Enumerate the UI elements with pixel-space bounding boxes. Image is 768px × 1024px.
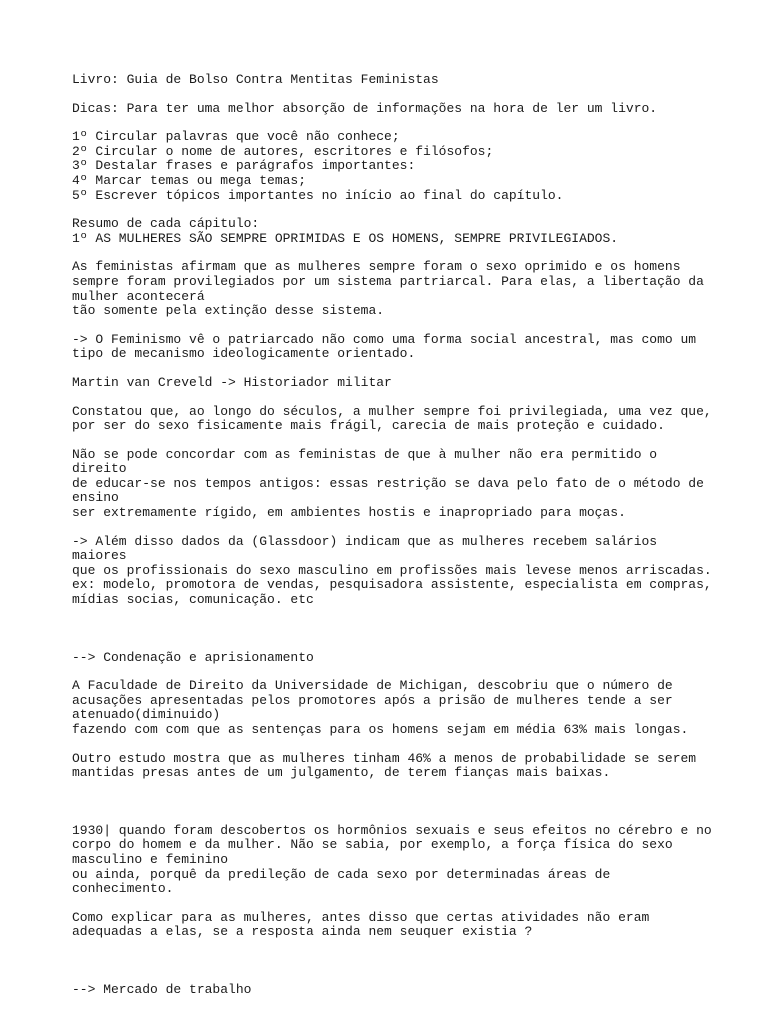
paragraph: Outro estudo mostra que as mulheres tinham 46% a menos de probabilidade se serem mantidas presas antes de um julgamento, de terem fianças mais baixas. — [72, 750, 697, 781]
chapter-title: 1º AS MULHERES SÃO SEMPRE OPRIMIDAS E OS HOMENS, SEMPRE PRIVILEGIADOS. — [72, 230, 619, 246]
tip-item: 2º Circular o nome de autores, escritores e filósofos; — [72, 143, 494, 159]
tip-item: 5º Escrever tópicos importantes no início ao final do capítulo. — [72, 187, 564, 203]
paragraph: Não se pode concordar com as feministas de que à mulher não era permitido o direito de educar-se nos tempos antigos: essas restrição se dava pelo fato de o método de ensino ser extremamente rígido, em ambientes hostis e inapropriado para moças. — [72, 446, 704, 521]
paragraph: 1930| quando foram descobertos os hormônios sexuais e seus efeitos no cérebro e no corpo do homem e da mulher. Não se sabia, por exemplo, a força física do sexo masculino e feminino ou ainda, porquê da predileção de cada sexo por determinadas áreas de conhecimento. — [72, 822, 712, 897]
paragraph: Martin van Creveld -> Historiador militar — [72, 374, 392, 390]
paragraph: -> Além disso dados da (Glassdoor) indicam que as mulheres recebem salários maiores que os profissionais do sexo masculino em profissões mais levese menos arriscadas. ex: modelo, promotora de vendas, pesquisadora assistente, especialista em compras, mídias socias, comunicação. etc — [72, 533, 712, 608]
tip-item: 3º Destalar frases e parágrafos importantes: — [72, 158, 416, 174]
section-heading: --> Mercado de trabalho — [72, 981, 252, 997]
tips-list — [72, 130, 712, 203]
paragraph: -> O Feminismo vê o patriarcado não como uma forma social ancestral, mas como um tipo de mecanismo ideologicamente orientado. — [72, 331, 697, 362]
paragraph: Constatou que, ao longo do séculos, a mulher sempre foi privilegiada, uma vez que, por ser do sexo fisicamente mais frágil, carecia de mais proteção e cuidado. — [72, 403, 712, 434]
paragraph: As feministas afirmam que as mulheres sempre foram o sexo oprimido e os homens sempre foram provilegiados por um sistema partriarcal. Para elas, a libertação da mulher acontecerá tão somente pela extinção desse sistema. — [72, 259, 704, 319]
paragraph: Como explicar para as mulheres, antes disso que certas atividades não eram adequadas a elas, se a resposta ainda nem seuquer existia ? — [72, 909, 650, 940]
summary-heading: Resumo de cada cápitulo: — [72, 216, 260, 232]
tip-item: 1º Circular palavras que você não conhece; — [72, 129, 400, 145]
tip-item: 4º Marcar temas ou mega temas; — [72, 172, 307, 188]
section-heading: --> Condenação e aprisionamento — [72, 649, 314, 665]
document-page — [72, 73, 712, 998]
book-title: Livro: Guia de Bolso Contra Mentitas Feministas — [72, 72, 439, 87]
tips-intro: Dicas: Para ter uma melhor absorção de informações na hora de ler um livro. — [72, 100, 658, 116]
paragraph: A Faculdade de Direito da Universidade de Michigan, descobriu que o número de acusações apresentadas pelos promotores após a prisão de mulheres tende a ser atenuado(diminuido) fazendo com com que as sentenças para os homens sejam em média 63% mais longas. — [72, 678, 689, 737]
